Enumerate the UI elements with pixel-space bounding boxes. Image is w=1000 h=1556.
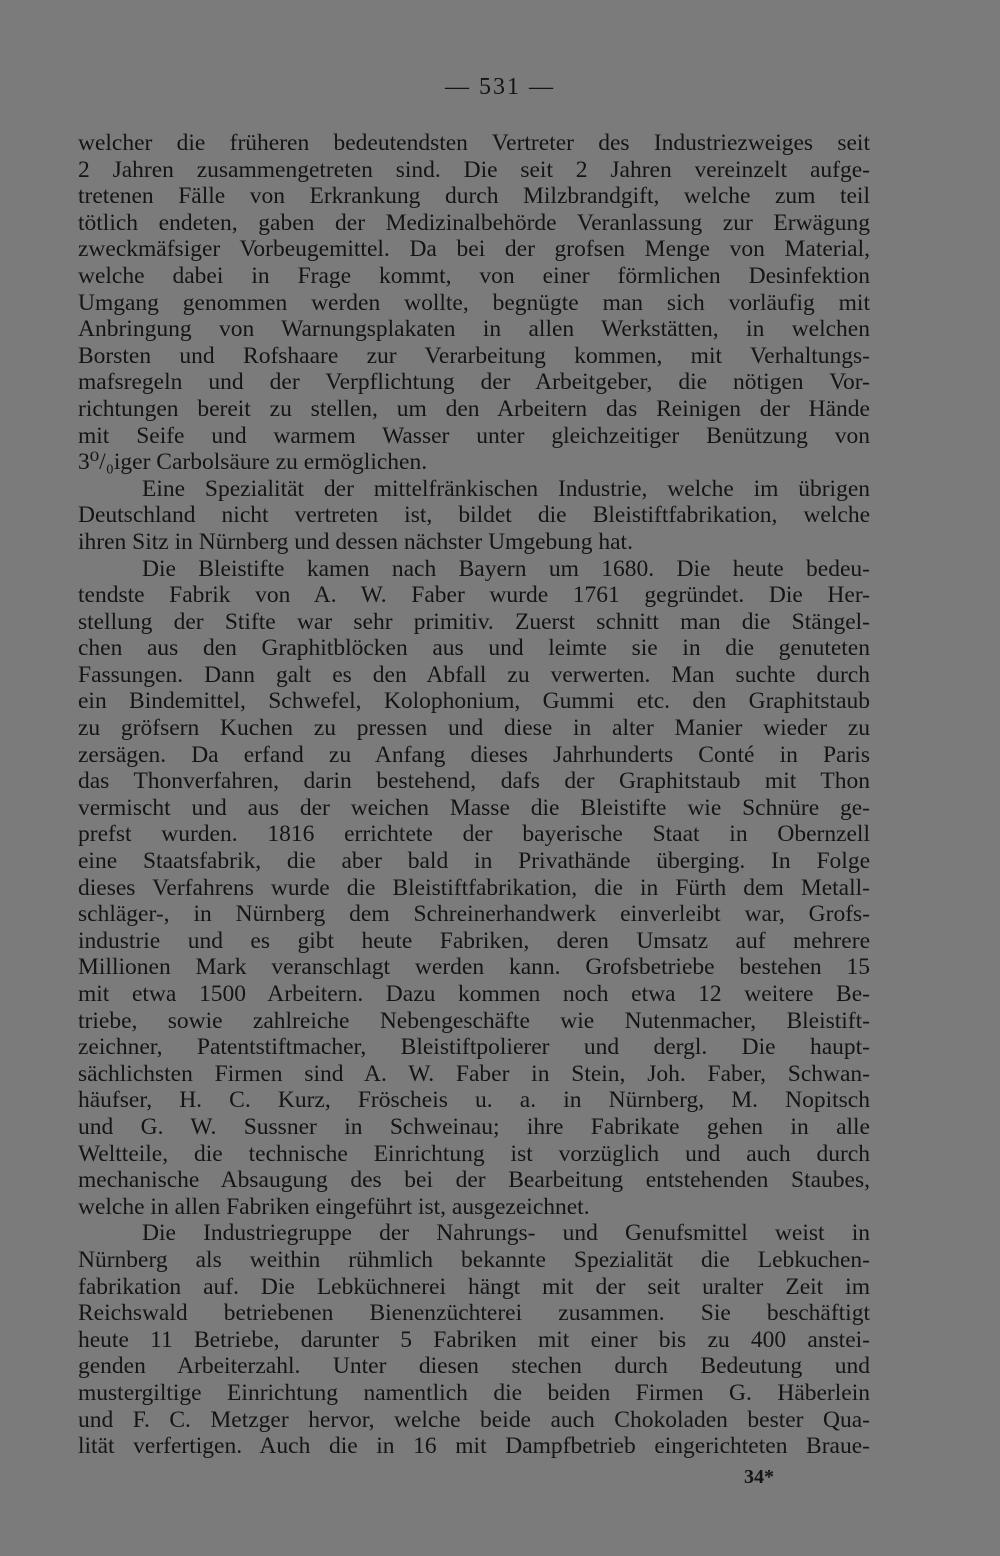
- paragraph-1: [78, 130, 870, 476]
- text-line: zersägen. Da erfand zu Anfang dieses Jahrhunderts Conté in Paris: [78, 741, 870, 768]
- text-line: mustergiltige Einrichtung namentlich die beiden Firmen G. Häberlein: [78, 1379, 870, 1406]
- paragraph-4: [78, 1220, 870, 1459]
- text-line: lität verfertigen. Auch die in 16 mit Dampfbetrieb eingerichteten Braue-: [78, 1433, 870, 1460]
- text-line: Reichswald betriebenen Bienenzüchterei zusammen. Sie beschäftigt: [78, 1300, 870, 1327]
- text-line: zweckmäfsiger Vorbeugemittel. Da bei der grofsen Menge von Material,: [78, 236, 870, 263]
- text-line: zeichner, Patentstiftmacher, Bleistiftpolierer und dergl. Die haupt-: [78, 1034, 870, 1061]
- text-line: welche in allen Fabriken eingeführt ist, ausgezeichnet.: [78, 1193, 590, 1220]
- text-line: welcher die früheren bedeutendsten Vertreter des Industriezweiges seit: [78, 130, 870, 156]
- text-line: zu gröfsern Kuchen zu pressen und diese in alter Manier wieder zu: [78, 715, 870, 742]
- text-line: Weltteile, die technische Einrichtung ist vorzüglich und auch durch: [78, 1140, 870, 1167]
- text-line: und G. W. Sussner in Schweinau; ihre Fabrikate gehen in alle: [78, 1113, 870, 1140]
- text-line: Borsten und Rofshaare zur Verarbeitung kommen, mit Verhaltungs-: [78, 342, 870, 369]
- text-line: ihren Sitz in Nürnberg und dessen nächster Umgebung hat.: [78, 528, 633, 555]
- text-line: prefst wurden. 1816 errichtete der bayerische Staat in Obernzell: [78, 821, 870, 848]
- text-line: ein Bindemittel, Schwefel, Kolophonium, Gummi etc. den Graphitstaub: [78, 688, 870, 715]
- text-line: sächlichsten Firmen sind A. W. Faber in Stein, Joh. Faber, Schwan-: [78, 1060, 870, 1087]
- text-line: mit etwa 1500 Arbeitern. Dazu kommen noch etwa 12 weitere Be-: [78, 981, 870, 1007]
- text-line: triebe, sowie zahlreiche Nebengeschäfte wie Nutenmacher, Bleistift-: [78, 1007, 870, 1034]
- text-line: mechanische Absaugung des bei der Bearbeitung entstehenden Staubes,: [78, 1167, 870, 1194]
- text-line: tötlich endeten, gaben der Medizinalbehörde Veranlassung zur Erwägung: [78, 209, 870, 236]
- text-line: Eine Spezialität der mittelfränkischen Industrie, welche im übrigen: [142, 475, 870, 502]
- text-line: häufser, H. C. Kurz, Fröscheis u. a. in Nürnberg, M. Nopitsch: [78, 1087, 870, 1114]
- text-line: Deutschland nicht vertreten ist, bildet die Bleistiftfabrikation, welche: [78, 502, 870, 529]
- paragraph-2: [78, 476, 870, 556]
- text-line: industrie und es gibt heute Fabriken, deren Umsatz auf mehrere: [78, 927, 870, 954]
- text-line: heute 11 Betriebe, darunter 5 Fabriken mit einer bis zu 400 anstei-: [78, 1326, 870, 1353]
- text-line: Nürnberg als weithin rühmlich bekannte Spezialität die Lebkuchen-: [78, 1246, 870, 1273]
- text-line: chen aus den Graphitblöcken aus und leimte sie in die genuteten: [78, 635, 870, 662]
- text-line: tretenen Fälle von Erkrankung durch Milzbrandgift, welche zum teil: [78, 183, 870, 210]
- text-line: Millionen Mark veranschlagt werden kann. Grofsbetriebe bestehen 15: [78, 954, 870, 981]
- text-line: fabrikation auf. Die Lebküchnerei hängt mit der seit uralter Zeit im: [78, 1273, 870, 1300]
- body-text: [78, 130, 870, 1460]
- text-line: 2 Jahren zusammengetreten sind. Die seit 2 Jahren vereinzelt aufge-: [78, 156, 870, 183]
- text-line: eine Staatsfabrik, die aber bald in Privathände überging. In Folge: [78, 848, 870, 875]
- paragraph-3: [78, 556, 870, 1221]
- text-line: Die Industriegruppe der Nahrungs- und Genufsmittel weist in: [142, 1220, 870, 1247]
- text-line: tendste Fabrik von A. W. Faber wurde 1761 gegründet. Die Her-: [78, 582, 870, 609]
- text-line: dieses Verfahrens wurde die Bleistiftfabrikation, die in Fürth dem Metall-: [78, 874, 870, 901]
- signature-mark: 34*: [744, 1466, 774, 1488]
- text-line: 3⁰/₀iger Carbolsäure zu ermöglichen.: [78, 449, 428, 476]
- text-line: das Thonverfahren, darin bestehend, dafs der Graphitstaub mit Thon: [78, 768, 870, 795]
- text-line: Umgang genommen werden wollte, begnügte man sich vorläufig mit: [78, 289, 870, 316]
- text-line: mafsregeln und der Verpflichtung der Arbeitgeber, die nötigen Vor-: [78, 369, 870, 396]
- text-line: vermischt und aus der weichen Masse die Bleistifte wie Schnüre ge-: [78, 794, 870, 821]
- text-line: genden Arbeiterzahl. Unter diesen stechen durch Bedeutung und: [78, 1353, 870, 1380]
- text-line: mit Seife und warmem Wasser unter gleichzeitiger Benützung von: [78, 422, 870, 449]
- text-line: Die Bleistifte kamen nach Bayern um 1680. Die heute bedeu-: [142, 555, 870, 582]
- page-number: — 531 —: [445, 74, 555, 100]
- text-line: Anbringung von Warnungsplakaten in allen Werkstätten, in welchen: [78, 316, 870, 343]
- text-line: schläger-, in Nürnberg dem Schreinerhandwerk einverleibt war, Grofs-: [78, 901, 870, 928]
- text-line: Fassungen. Dann galt es den Abfall zu verwerten. Man suchte durch: [78, 661, 870, 688]
- text-line: und F. C. Metzger hervor, welche beide auch Chokoladen bester Qua-: [78, 1406, 870, 1433]
- text-line: welche dabei in Frage kommt, von einer förmlichen Desinfektion: [78, 262, 870, 289]
- text-line: stellung der Stifte war sehr primitiv. Zuerst schnitt man die Stängel-: [78, 608, 870, 635]
- text-line: richtungen bereit zu stellen, um den Arbeitern das Reinigen der Hände: [78, 395, 870, 422]
